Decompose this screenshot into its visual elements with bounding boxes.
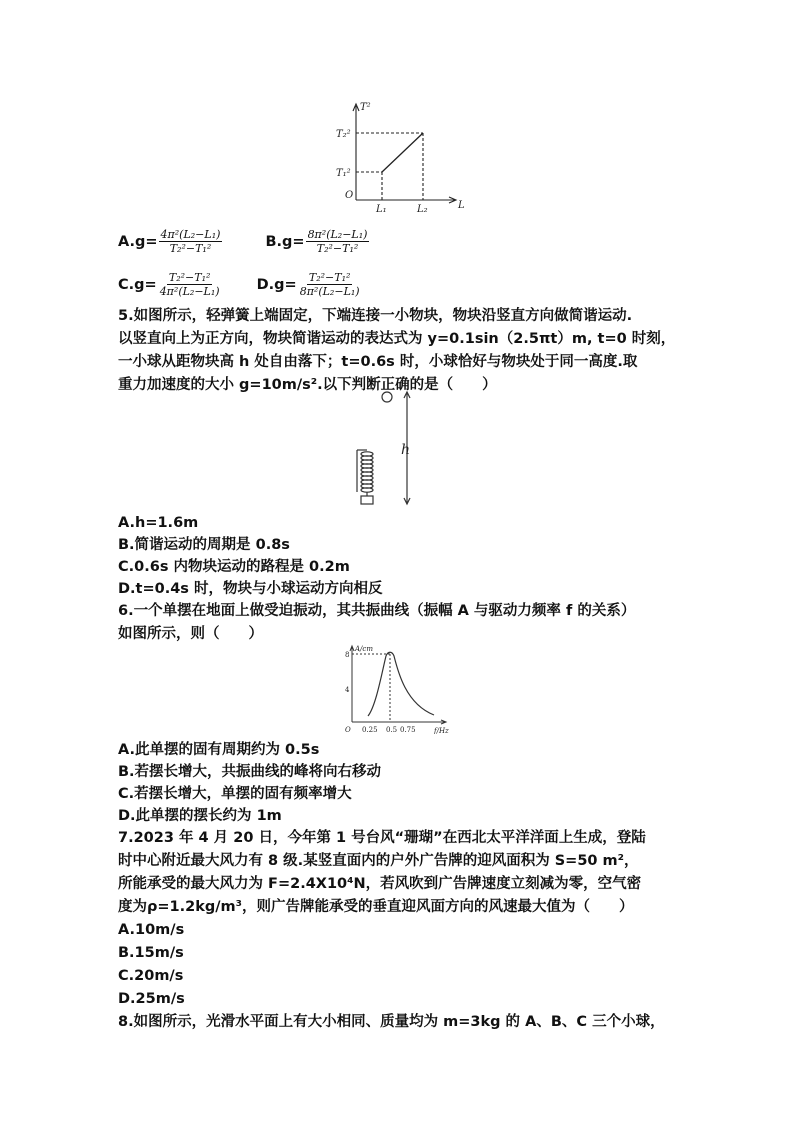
spring-coil <box>361 452 373 492</box>
falling-ball <box>382 392 392 402</box>
l2-label: L₂ <box>417 204 428 215</box>
l1-label: L₁ <box>376 204 387 215</box>
t1-label: T₁² <box>336 168 351 179</box>
q7-option-a[interactable]: A.10m/s <box>118 922 185 938</box>
q7-option-d[interactable]: D.25m/s <box>118 991 185 1007</box>
x-tick-0-5: 0.5 <box>386 726 398 734</box>
q8-stem-line-1: 8.如图所示，光滑水平面上有大小相同、质量均为 m=3kg 的 A、B、C 三个小球， <box>118 1014 665 1030</box>
q7-stem-line-4: 度为ρ=1.2kg/m³，则广告牌能承受的垂直迎风面方向的风速最大值为（ ） <box>118 899 634 915</box>
q5-option-c[interactable]: C.0.6s 内物块运动的路程是 0.2m <box>118 559 350 575</box>
height-label: h <box>401 442 411 458</box>
q6-option-a[interactable]: A.此单摆的固有周期约为 0.5s <box>118 742 320 758</box>
resonance-origin: O <box>345 726 351 734</box>
q6-stem-line-2: 如图所示，则（ ） <box>118 626 263 642</box>
q6-option-c[interactable]: C.若摆长增大，单摆的固有频率增大 <box>118 786 352 802</box>
t2-label: T₂² <box>336 129 351 140</box>
origin-label: O <box>345 190 354 201</box>
t2-vs-l-graph <box>330 100 470 215</box>
q7-stem-line-2: 时中心附近最大风力有 8 级.某竖直面内的户外广告牌的迎风面积为 S=50 m²， <box>118 853 639 869</box>
resonance-curve-figure <box>338 642 458 734</box>
y-tick-8: 8 <box>345 651 350 659</box>
x-axis-label: L <box>458 200 465 211</box>
q6-option-d[interactable]: D.此单摆的摆长约为 1m <box>118 808 282 824</box>
q4-options-row-1 <box>118 228 369 255</box>
resonance-y-label: A/cm <box>355 645 373 653</box>
x-tick-0-75: 0.75 <box>400 726 416 734</box>
q5-stem-line-3: 一小球从距物块高 h 处自由落下；t=0.6s 时，小球恰好与物块处于同一高度.取 <box>118 354 638 370</box>
x-tick-0-25: 0.25 <box>362 726 378 734</box>
graph-line <box>382 133 423 172</box>
q7-option-b[interactable]: B.15m/s <box>118 945 184 961</box>
q4-option-c[interactable]: C.g= $\frac{\text{T₂²−T₁²}}{\text{4π²(L₂−L₁)}}$ <box>118 271 220 298</box>
q4-options-row-2 <box>118 271 362 298</box>
q5-stem-line-2: 以竖直向上为正方向，物块简谐运动的表达式为 y=0.1sin（2.5πt）m, t=0 时刻， <box>118 331 676 347</box>
spring-ball-figure <box>345 388 425 510</box>
y-tick-4: 4 <box>345 686 350 694</box>
q5-option-b[interactable]: B.简谐运动的周期是 0.8s <box>118 537 290 553</box>
q5-stem-line-4: 重力加速度的大小 g=10m/s².以下判断正确的是（ ） <box>118 377 497 393</box>
q5-stem-line-1: 5.如图所示，轻弹簧上端固定，下端连接一小物块，物块沿竖直方向做简谐运动. <box>118 308 633 324</box>
q4-option-b[interactable]: B.g= $\frac{\text{8π²(L₂−L₁)}}{\text{T₂²−T₁²}}$ <box>265 228 368 255</box>
q4-option-d[interactable]: D.g= $\frac{\text{T₂²−T₁²}}{\text{8π²(L₂−L₁)}}$ <box>256 271 360 298</box>
q6-stem-line-1: 6.一个单摆在地面上做受迫振动，其共振曲线（振幅 A 与驱动力频率 f 的关系） <box>118 603 636 619</box>
q7-stem-line-3: 所能承受的最大风力为 F=2.4X10⁴N，若风吹到广告牌速度立刻减为零，空气密 <box>118 876 642 892</box>
q5-option-d[interactable]: D.t=0.4s 时，物块与小球运动方向相反 <box>118 581 383 597</box>
q7-stem-line-1: 7.2023 年 4 月 20 日，今年第 1 号台风“珊瑚”在西北太平洋洋面上生成，登陆 <box>118 830 646 846</box>
block <box>361 496 373 504</box>
q7-option-c[interactable]: C.20m/s <box>118 968 184 984</box>
resonance-curve <box>368 652 434 716</box>
resonance-x-label: f/Hz <box>434 727 449 734</box>
q5-option-a[interactable]: A.h=1.6m <box>118 515 199 531</box>
q6-option-b[interactable]: B.若摆长增大，共振曲线的峰将向右移动 <box>118 764 382 780</box>
q4-option-a[interactable]: A.g= $\frac{\text{4π²(L₂−L₁)}}{\text{T₂²−T₁²}}$ <box>118 228 221 255</box>
y-axis-label: T² <box>360 102 371 113</box>
